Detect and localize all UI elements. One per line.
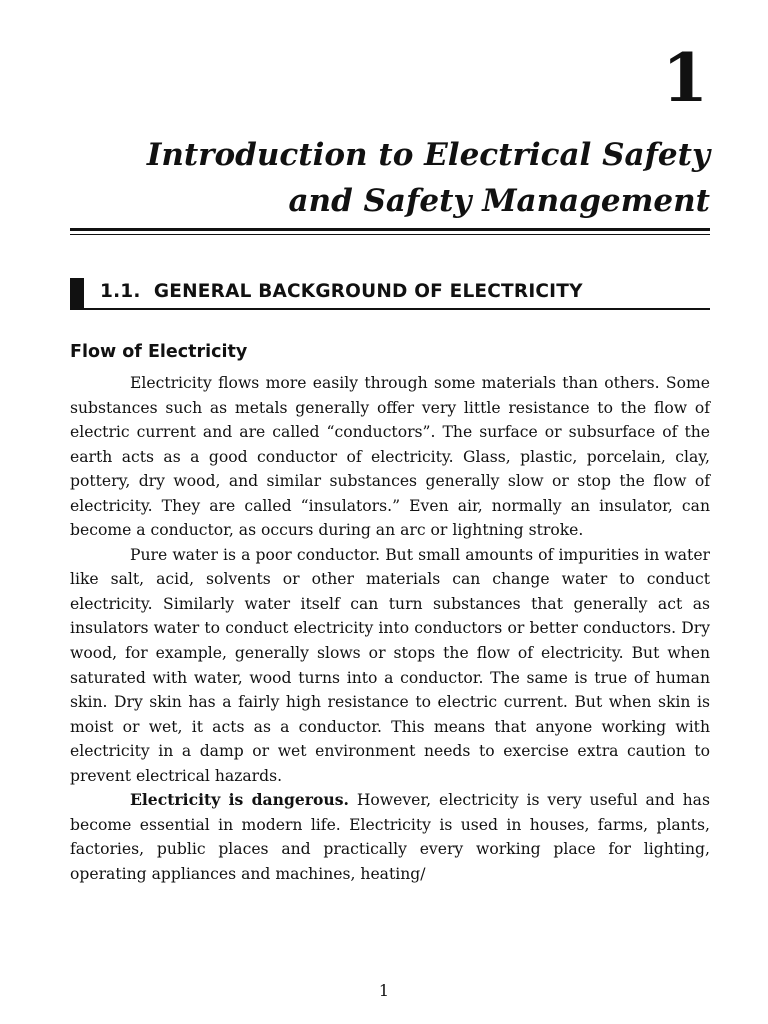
paragraph [70, 788, 710, 886]
page-number: 1 [378, 981, 390, 1000]
paragraph-text: Pure water is a poor conductor. But small amounts of impurities in water like salt, acid, solvents or other materials can change water to conduct electricity. Similarly water itself can turn substances that generally act as insulators water to conduct electricity into conductors or better conductors. Dry wood, for example, generally slows or stops the flow of electricity. But when saturated with water, wood turns into a conductor. The same is true of human skin. Dry skin has a fairly high resistance to electric current. But when skin is moist or wet, it acts as a conductor. This means that anyone working with electricity in a damp or wet environment needs to exercise extra caution to prevent electrical hazards. [70, 545, 710, 785]
section-heading: 1.1. GENERAL BACKGROUND OF ELECTRICITY [100, 281, 583, 302]
chapter-number: 1 [662, 39, 708, 117]
paragraph [70, 543, 710, 788]
chapter-title-line-2: and Safety Management [288, 183, 710, 219]
paragraph-lead-in: Electricity is dangerous. [130, 790, 349, 810]
title-rule-thick [70, 228, 710, 231]
body-text [70, 371, 710, 886]
subsection-heading: Flow of Electricity [70, 342, 248, 362]
section-rule [70, 308, 710, 310]
chapter-title-line-1: Introduction to Electrical Safety [146, 137, 710, 173]
paragraph-text: However, electricity is very useful and has become essential in modern life. Electricity is used in houses, farms, plants, factories, public places and practically every working place for lighting, operating appliances and machines, heating/ [70, 791, 710, 883]
paragraph-text: Electricity flows more easily through some materials than others. Some substances such as metals generally offer very little resistance to the flow of electric current and are called “conductors”. The surface or subsurface of the earth acts as a good conductor of electricity. Glass, plastic, porcelain, clay, pottery, dry wood, and similar substances generally slow or stop the flow of electricity. They are called “insulators.” Even air, normally an insulator, can become a conductor, as occurs during an arc or lightning stroke. [70, 374, 710, 540]
title-rule-thin [70, 234, 710, 235]
chapter-title [50, 132, 710, 224]
paragraph [70, 371, 710, 543]
section-marker-bar [70, 278, 84, 310]
